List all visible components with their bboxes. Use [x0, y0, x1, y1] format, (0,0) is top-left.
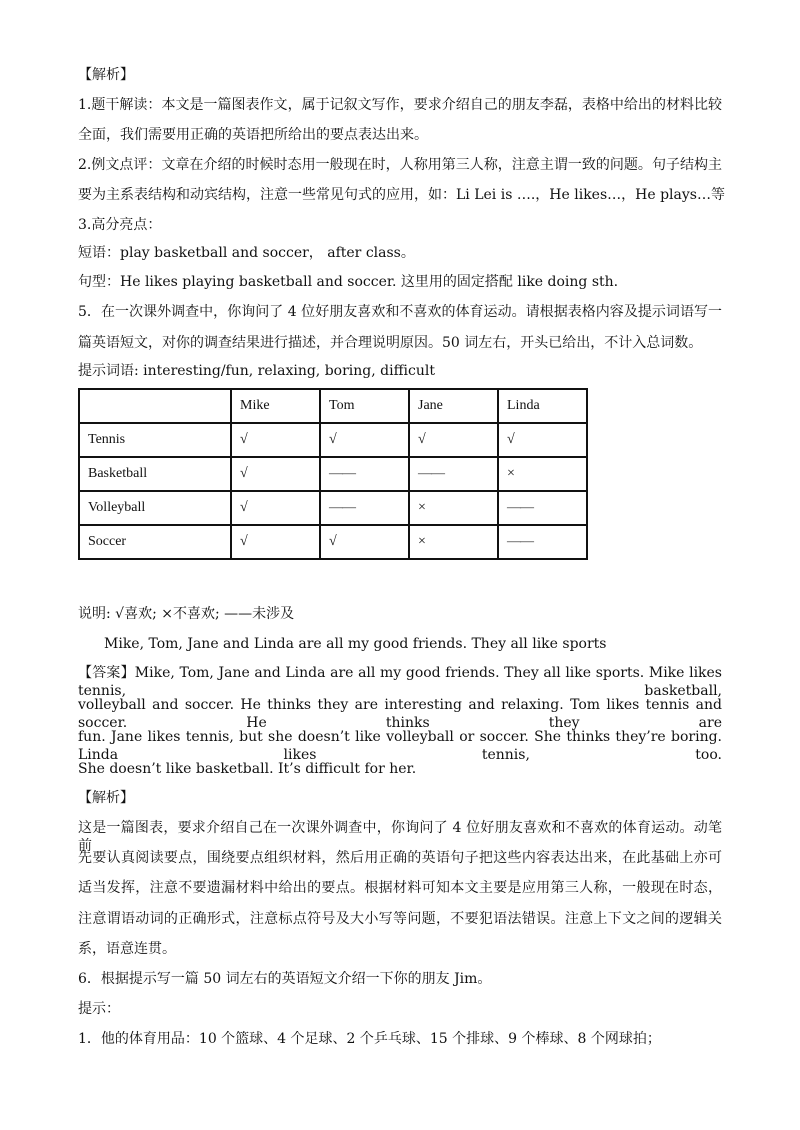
- table-cell: √: [498, 423, 587, 457]
- table-row: [79, 423, 587, 457]
- paragraph-line: 3.高分亮点：: [78, 217, 162, 233]
- table-cell: ×: [409, 491, 498, 525]
- section-heading: 【解析】: [78, 790, 134, 806]
- table-header-cell: [79, 389, 231, 423]
- table-cell: ——: [320, 457, 409, 491]
- sport-cell: Tennis: [79, 423, 231, 457]
- given-opening: Mike, Tom, Jane and Linda are all my good friends. They all like sports: [104, 636, 607, 652]
- answer-line: 【答案】Mike, Tom, Jane and Linda are all my good friends. They all like sports. Mike likes tennis, basketball,: [78, 665, 722, 699]
- table-cell: ——: [498, 491, 587, 525]
- paragraph-line: 要为主系表结构和动宾结构，注意一些常见句式的应用，如：Li Lei is ….，He likes…，He plays…等: [78, 187, 725, 203]
- table-header-row: [79, 389, 587, 423]
- table-row: [79, 457, 587, 491]
- sport-cell: Soccer: [79, 525, 231, 559]
- table-cell: √: [231, 525, 320, 559]
- table-cell: √: [231, 423, 320, 457]
- table-cell: ——: [320, 491, 409, 525]
- table-cell: √: [409, 423, 498, 457]
- table-cell: √: [320, 423, 409, 457]
- question-line: 篇英语短文，对你的调查结果进行描述，并合理说明原因。50 词左右，开头已给出，不计入总词数。: [78, 335, 703, 351]
- answer-line: She doesn’t like basketball. It’s difficult for her.: [78, 761, 417, 777]
- section-heading: 【解析】: [78, 67, 134, 83]
- table-row: [79, 491, 587, 525]
- table-cell: ×: [498, 457, 587, 491]
- paragraph-line: 句型：He likes playing basketball and soccer. 这里用的固定搭配 like doing sth.: [78, 274, 619, 290]
- analysis-line: 先要认真阅读要点，围绕要点组织材料，然后用正确的英语句子把这些内容表达出来，在此基础上亦可: [78, 850, 722, 866]
- analysis-line: 注意谓语动词的正确形式，注意标点符号及大小写等问题，不要犯语法错误。注意上下文之间的逻辑关: [78, 911, 722, 927]
- sport-cell: Basketball: [79, 457, 231, 491]
- table-header-cell: Mike: [231, 389, 320, 423]
- table-cell: ——: [409, 457, 498, 491]
- legend-note: 说明: √喜欢; ×不喜欢; ——未涉及: [78, 606, 295, 622]
- hint-words: 提示词语: interesting/fun, relaxing, boring, difficult: [78, 363, 435, 379]
- table-header-cell: Tom: [320, 389, 409, 423]
- paragraph-line: 1.题干解读：本文是一篇图表作文，属于记叙文写作，要求介绍自己的朋友李磊，表格中给出的材料比较: [78, 97, 722, 113]
- hint-item: 1．他的体育用品：10 个篮球、4 个足球、2 个乒乓球、15 个排球、9 个棒球、8 个网球拍；: [78, 1031, 661, 1047]
- analysis-line: 这是一篇图表，要求介绍自己在一次课外调查中，你询问了 4 位好朋友喜欢和不喜欢的体育运动。动笔前: [78, 820, 722, 854]
- table-cell: √: [231, 457, 320, 491]
- table-cell: √: [231, 491, 320, 525]
- answer-line: fun. Jane likes tennis, but she doesn’t like volleyball or soccer. She thinks they’re boring. Linda likes tennis, too.: [78, 729, 722, 763]
- table-cell: √: [320, 525, 409, 559]
- question-line: 5．在一次课外调查中，你询问了 4 位好朋友喜欢和不喜欢的体育运动。请根据表格内容及提示词语写一: [78, 304, 722, 320]
- hint-heading: 提示：: [78, 1001, 120, 1017]
- paragraph-line: 2.例文点评：文章在介绍的时候时态用一般现在时，人称用第三人称，注意主谓一致的问题。句子结构主: [78, 157, 722, 173]
- analysis-line: 系，语意连贯。: [78, 941, 176, 957]
- survey-table: [78, 388, 588, 560]
- analysis-line: 适当发挥，注意不要遗漏材料中给出的要点。根据材料可知本文主要是应用第三人称，一般现在时态，: [78, 880, 722, 896]
- paragraph-line: 全面，我们需要用正确的英语把所给出的要点表达出来。: [78, 127, 428, 143]
- paragraph-line: 短语：play basketball and soccer， after class。: [78, 245, 415, 261]
- table-header-cell: Jane: [409, 389, 498, 423]
- table-row: [79, 525, 587, 559]
- question-line: 6．根据提示写一篇 50 词左右的英语短文介绍一下你的朋友 Jim。: [78, 971, 492, 987]
- table-header-cell: Linda: [498, 389, 587, 423]
- table-cell: ×: [409, 525, 498, 559]
- table-cell: ——: [498, 525, 587, 559]
- answer-line: volleyball and soccer. He thinks they are interesting and relaxing. Tom likes tennis and soccer. He thinks they are: [78, 697, 722, 731]
- sport-cell: Volleyball: [79, 491, 231, 525]
